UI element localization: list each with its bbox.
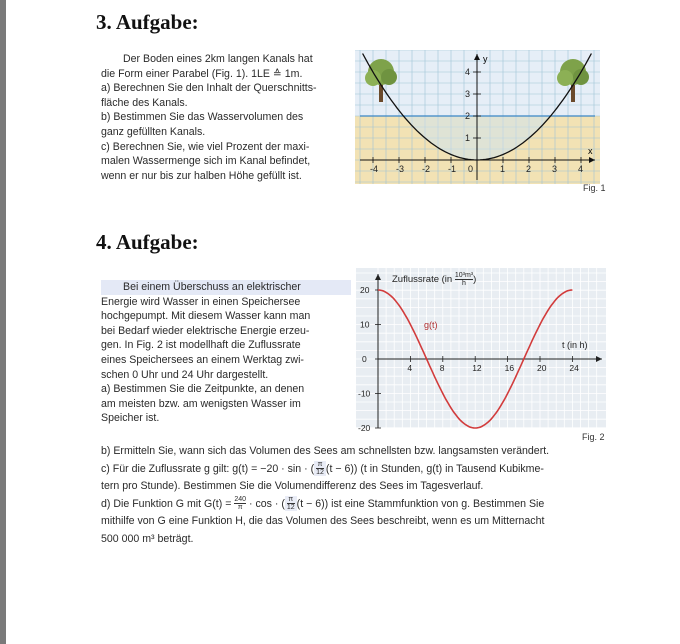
y-tick-label: 2 <box>465 111 471 121</box>
task4-part-c-line1: c) Für die Zuflussrate g gilt: g(t) = −20 · sin · ( $\frac{\pi}{12}$ (t − 6)) (t in Stunden, g(t) in Tausend Kubikme- <box>101 461 544 477</box>
figure-2-caption: Fig. 2 <box>582 432 605 442</box>
text-line: gen. In Fig. 2 ist modellhaft die Zuflussrate <box>101 339 301 352</box>
text-line: Bei einem Überschuss an elektrischer <box>101 280 351 295</box>
task4-heading: 4. Aufgabe: <box>96 230 199 254</box>
x-tick-label: -4 <box>370 164 379 174</box>
figure-2-canvas <box>356 268 606 433</box>
rate-tick-label: -10 <box>358 388 371 399</box>
text-line: schen 0 Uhr und 24 Uhr dargestellt. <box>101 368 269 381</box>
text-line: die Form einer Parabel (Fig. 1). 1LE ≙ 1m. <box>101 67 303 80</box>
figure-1 <box>355 50 600 200</box>
x-tick-label: 0 <box>468 164 474 174</box>
text-line: a) Bestimmen Sie die Zeitpunkte, an denen <box>101 383 305 396</box>
x-tick-label: -2 <box>422 164 431 174</box>
t-tick-label: 4 <box>407 363 413 373</box>
text-line: bei Bedarf wieder elektrische Energie erzeu- <box>101 324 310 337</box>
text-line: b) Bestimmen Sie das Wasservolumen des <box>101 111 304 124</box>
rate-tick-label: 0 <box>362 354 367 364</box>
x-tick-label: -1 <box>448 164 457 174</box>
left-page-edge <box>0 0 6 644</box>
text-line: a) Berechnen Sie den Inhalt der Querschnitts- <box>101 82 317 95</box>
x-tick-label: -3 <box>396 164 405 174</box>
text-line: Speicher ist. <box>101 412 160 425</box>
task3-text <box>101 52 341 183</box>
text-line: fläche des Kanals. <box>101 96 188 109</box>
text-line: malen Wassermenge sich im Kanal befindet, <box>101 155 311 168</box>
x-tick-label: 1 <box>500 164 506 174</box>
x-tick-label: 2 <box>526 164 532 174</box>
task4-part-c-line2: tern pro Stunde). Bestimmen Sie die Volumendifferenz des Sees im Tagesverlauf. <box>101 480 484 492</box>
task4-part-b: b) Ermitteln Sie, wann sich das Volumen des Sees am schnellsten bzw. langsamsten verändert. <box>101 445 550 457</box>
curve-label-g: g(t) <box>424 320 438 330</box>
rate-tick-label: 20 <box>360 285 370 295</box>
y-tick-label: 1 <box>465 133 471 143</box>
rate-tick-label: -20 <box>358 423 371 433</box>
t-tick-label: 16 <box>504 363 515 373</box>
text-line: Der Boden eines 2km langen Kanals hat <box>123 53 313 65</box>
figure-1-canvas <box>355 50 600 200</box>
y-tick-label: 4 <box>465 67 471 77</box>
task4-text <box>101 280 351 426</box>
text-line: am meisten bzw. am wenigsten Wasser im <box>101 397 301 410</box>
t-tick-label: 8 <box>439 363 445 373</box>
t-tick-label: 20 <box>537 363 547 373</box>
text-line: wenn er nur bis zur halben Höhe gefüllt ist. <box>101 169 302 182</box>
task4-part-d-line1: d) Die Funktion G mit G(t) = $\frac{240}{\pi}$ · cos · ( $\frac{\pi}{12}$ (t − 6)) ist eine Stammfunktion von g. Bestimmen Sie <box>101 496 545 512</box>
x-tick-label: 4 <box>578 164 584 174</box>
t-tick-label: 12 <box>472 363 482 373</box>
text-line: Energie wird Wasser in einen Speichersee <box>101 295 301 308</box>
rate-axis-label: Zuflussrate (in $\frac{\text{10³m³}}{h}$ ) <box>392 272 477 287</box>
figure-2 <box>356 268 606 433</box>
text-line: ganz gefüllten Kanals. <box>101 125 206 138</box>
t-axis-label: t (in h) <box>562 340 588 350</box>
x-tick-label: 3 <box>552 164 558 174</box>
task3-heading: 3. Aufgabe: <box>96 10 199 34</box>
text-line: hochgepumpt. Mit diesem Wasser kann man <box>101 310 311 323</box>
t-tick-label: 24 <box>569 363 579 373</box>
y-axis-label: y <box>483 54 488 64</box>
task4-part-d-line3: 500 000 m³ beträgt. <box>101 532 194 545</box>
text-line: eines Speichersees an einem Werktag zwi- <box>101 353 304 366</box>
rate-tick-label: 10 <box>360 319 370 330</box>
text-line: c) Berechnen Sie, wie viel Prozent der maxi- <box>101 140 310 153</box>
task4-part-d-line2: mithilfe von G eine Funktion H, die das Volumen des Sees beschreibt, wenn es um Mitternacht <box>101 515 545 527</box>
x-axis-label: x <box>588 146 593 156</box>
figure-1-caption: Fig. 1 <box>583 183 606 193</box>
y-tick-label: 3 <box>465 89 471 99</box>
task4-parts-b-d <box>101 443 549 548</box>
